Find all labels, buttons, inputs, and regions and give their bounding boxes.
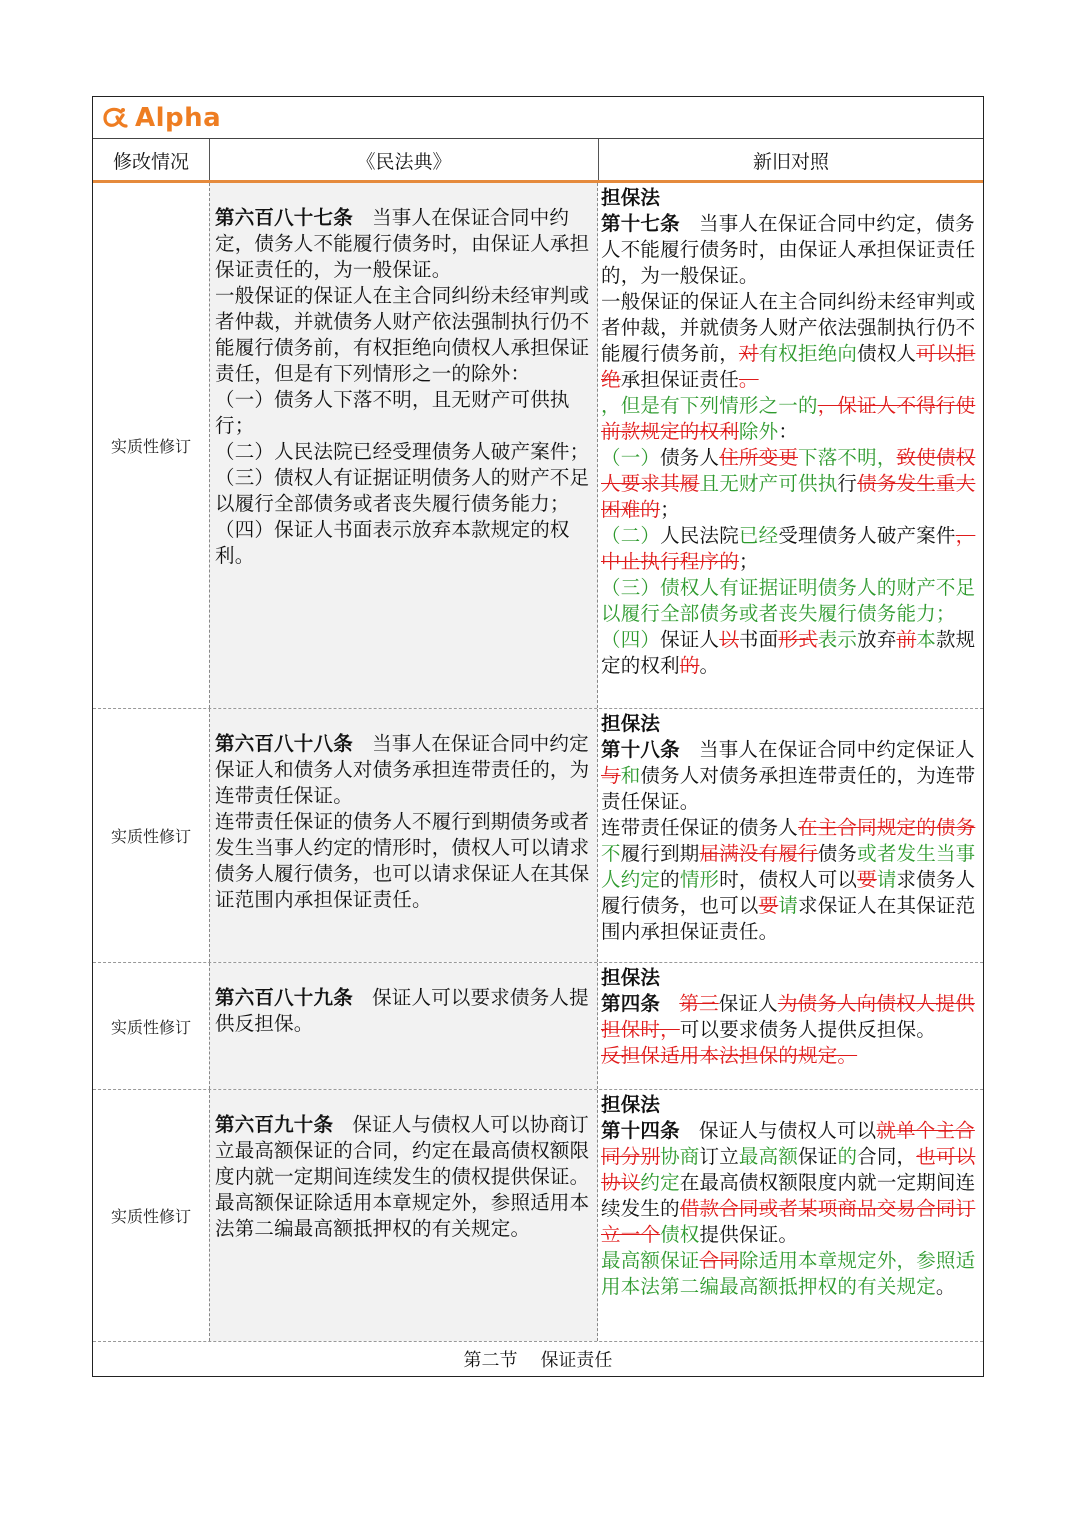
comparison-cell: [598, 709, 983, 962]
civil-code-paragraph: [215, 283, 593, 387]
unchanged-text: 保证人与债权人可以: [699, 1119, 877, 1142]
civil-code-cell: [209, 963, 598, 1089]
article-gap: [680, 738, 699, 761]
unchanged-text: 提供保证。: [699, 1223, 799, 1246]
inserted-text: 请: [876, 868, 897, 891]
deleted-text: ，保证人不得行使前款规定的权利: [601, 394, 976, 443]
old-law-name: 担保法: [601, 966, 661, 989]
deleted-text: 届满没有履行: [699, 842, 818, 865]
inserted-text: 约定: [640, 1171, 680, 1194]
deleted-text: 以: [719, 628, 739, 651]
comparison-paragraph: [601, 445, 981, 523]
comparison-paragraph: [601, 1118, 981, 1248]
unchanged-text: 承担保证责任: [620, 368, 739, 391]
revision-status: 实质性修订: [110, 1017, 191, 1037]
inserted-text: 的: [837, 1145, 858, 1168]
civil-code-paragraph: [215, 731, 593, 809]
comparison-paragraph: [601, 211, 981, 289]
unchanged-text: 债务人对债务承担连带责任的，为连带责任保证。: [601, 764, 976, 813]
comparison-paragraph: [601, 393, 981, 445]
paragraph-text: （三）债权人有证据证明债务人的财产不足以履行全部债务或者丧失履行债务能力；: [215, 466, 590, 515]
civil-code-paragraph: [215, 387, 593, 439]
civil-code-paragraph: [215, 439, 593, 465]
unchanged-text: 合同，: [857, 1145, 917, 1168]
unchanged-text: 受理债务人破产案件: [778, 524, 956, 547]
brand-bar: [93, 97, 983, 139]
unchanged-text: 履行到期: [620, 842, 700, 865]
inserted-text: 和: [620, 764, 641, 787]
article-gap: [680, 212, 699, 235]
unchanged-text: 。: [935, 1275, 956, 1298]
inserted-text: 情形: [679, 868, 720, 891]
unchanged-text: ；: [660, 498, 680, 521]
civil-code-cell: [209, 709, 598, 962]
comparison-paragraph: [601, 1248, 981, 1300]
inserted-text: （四）: [601, 628, 661, 651]
section-footer: [93, 1342, 983, 1376]
inserted-text: 请: [778, 894, 799, 917]
inserted-text: 下落不明，: [798, 446, 897, 469]
unchanged-text: 的: [660, 868, 680, 891]
old-article-number: 第四条: [601, 992, 661, 1015]
paragraph-text: 最高额保证除适用本章规定外，参照适用本法第二编最高额抵押权的有关规定。: [215, 1191, 590, 1240]
table-row: [93, 1090, 983, 1342]
article-gap: [660, 992, 679, 1015]
revision-status: 实质性修订: [110, 1207, 191, 1226]
unchanged-text: 款规定的权利: [601, 628, 976, 677]
inserted-text: 或者发生当事人约定: [601, 842, 976, 891]
deleted-text: 与: [601, 764, 621, 787]
unchanged-text: 求保证人在其保证范围内承担保证责任。: [601, 894, 976, 943]
comparison-cell: [598, 1090, 983, 1341]
deleted-text: 反担保适用本法担保的规定。: [601, 1044, 858, 1067]
unchanged-text: 放弃: [857, 628, 897, 651]
unchanged-text: 求债务人履行债务，也可以: [601, 868, 976, 917]
inserted-text: 最高额: [738, 1145, 799, 1168]
unchanged-text: 债权人: [857, 342, 917, 365]
unchanged-text: 在最高债权额限度内就一定期间连续发生的: [601, 1171, 976, 1220]
unchanged-text: 时，债权人可以: [719, 868, 858, 891]
article-number: 第六百八十八条: [215, 732, 353, 755]
unchanged-text: 人民法院: [660, 524, 739, 547]
deleted-text: 的: [679, 654, 700, 677]
unchanged-text: 可以要求债务人提供反担保。: [679, 1018, 936, 1041]
article-gap: [353, 206, 372, 229]
unchanged-text: 债务人: [660, 446, 720, 469]
civil-code-paragraph: [215, 985, 593, 1037]
header-compare: 新旧对照: [598, 139, 983, 181]
civil-code-cell: [209, 1090, 598, 1341]
paragraph-text: 一般保证的保证人在主合同纠纷未经审判或者仲裁，并就债务人财产依法强制执行仍不能履行债务前，有权拒绝向债权人承担保证责任，但是有下列情形之一的除外：: [215, 284, 590, 385]
civil-code-paragraph: [215, 1112, 593, 1190]
deleted-text: 。: [738, 368, 759, 391]
old-article-number: 第十四条: [601, 1119, 680, 1142]
paragraph-text: 保证人可以要求债务人提供反担保。: [215, 986, 589, 1035]
unchanged-text: 行: [837, 472, 858, 495]
unchanged-text: 保证: [798, 1145, 838, 1168]
paragraph-text: （二）人民法院已经受理债务人破产案件；: [215, 440, 590, 463]
comparison-paragraph: [601, 737, 981, 815]
inserted-text: 且无财产可供执: [699, 472, 838, 495]
section-title: 保证责任: [540, 1350, 613, 1371]
deleted-text: 致使债权人要求其履: [601, 446, 976, 495]
unchanged-text: 连带责任保证的债务人: [601, 816, 799, 839]
deleted-text: 合同: [699, 1249, 739, 1272]
article-gap: [353, 732, 372, 755]
deleted-text: 住所变更: [719, 446, 799, 469]
old-law-name: 担保法: [601, 712, 661, 735]
deleted-text: 前: [896, 628, 917, 651]
article-gap: [680, 1119, 699, 1142]
comparison-paragraph: [601, 289, 981, 393]
deleted-text: 就单个主合同分别: [601, 1119, 975, 1168]
inserted-text: 有权拒绝向: [758, 342, 858, 365]
unchanged-text: ；: [738, 550, 759, 573]
comparison-cell: [598, 183, 983, 708]
inserted-text: 不: [601, 842, 621, 865]
alpha-logo-icon: [101, 104, 129, 132]
deleted-text: 第三: [679, 992, 719, 1015]
deleted-text: 对: [738, 342, 759, 365]
paragraph-text: 当事人在保证合同中约定保证人和债务人对债务承担连带责任的，为连带责任保证。: [215, 732, 590, 807]
article-number: 第六百八十七条: [215, 206, 353, 229]
header-civil-code: 《民法典》: [209, 139, 598, 181]
unchanged-text: 保证人: [660, 628, 720, 651]
deleted-text: 债务发生重大困难的: [601, 472, 976, 521]
comparison-paragraph: [601, 991, 981, 1043]
old-law-name: 担保法: [601, 1093, 661, 1116]
table-row: [93, 183, 983, 709]
section-number: 第二节: [463, 1350, 518, 1371]
deleted-text: ，中止执行程序的: [601, 524, 976, 573]
inserted-text: （一）: [601, 446, 661, 469]
paragraph-text: 当事人在保证合同中约定，债务人不能履行债务时，由保证人承担保证责任的，为一般保证。: [215, 206, 590, 281]
header-status: 修改情况: [112, 150, 189, 173]
inserted-text: 债权: [660, 1223, 700, 1246]
deleted-text: 为债务人向债权人提供担保时，: [601, 992, 975, 1041]
unchanged-text: 当事人在保证合同中约定保证人: [699, 738, 975, 761]
comparison-paragraph: [601, 575, 981, 627]
table-row: [93, 963, 983, 1090]
comparison-paragraph: [601, 627, 981, 679]
revision-status: 实质性修订: [110, 827, 191, 846]
paragraph-text: 连带责任保证的债务人不履行到期债务或者发生当事人约定的情形时，债权人可以请求债务人履行债务，也可以请求保证人在其保证范围内承担保证责任。: [215, 810, 590, 911]
revision-status: 实质性修订: [110, 437, 191, 456]
deleted-text: 要: [857, 868, 877, 891]
civil-code-paragraph: [215, 205, 593, 283]
brand-name: Alpha: [135, 102, 222, 133]
article-number: 第六百八十九条: [215, 986, 353, 1009]
deleted-text: 形式: [778, 628, 818, 651]
unchanged-text: 保证人: [718, 992, 778, 1015]
deleted-text: 也可以协议: [601, 1145, 976, 1194]
civil-code-paragraph: [215, 465, 593, 517]
article-number: 第六百九十条: [215, 1113, 334, 1136]
inserted-text: 最高额保证: [601, 1249, 700, 1272]
comparison-paragraph: [601, 523, 981, 575]
unchanged-text: 债务: [817, 842, 858, 865]
unchanged-text: 订立: [699, 1145, 739, 1168]
unchanged-text: 一般保证的保证人在主合同纠纷未经审判或者仲裁，并就债务人财产依法强制执行仍不能履行债务前，: [601, 290, 976, 365]
inserted-text: 本: [916, 628, 936, 651]
deleted-text: 借款合同或者某项商品交易合同订立一个: [601, 1197, 976, 1246]
deleted-text: 可以拒绝: [601, 342, 976, 391]
civil-code-paragraph: [215, 809, 593, 913]
inserted-text: 协商: [660, 1145, 700, 1168]
old-law-name: 担保法: [601, 186, 661, 209]
paragraph-text: （四）保证人书面表示放弃本款规定的权利。: [215, 518, 570, 567]
old-article-number: 第十七条: [601, 212, 680, 235]
inserted-text: （二）: [601, 524, 661, 547]
comparison-cell: [598, 963, 983, 1089]
deleted-text: 要: [758, 894, 779, 917]
comparison-table: [92, 96, 984, 1377]
old-article-number: 第十八条: [601, 738, 680, 761]
unchanged-text: 。: [699, 654, 720, 677]
table-row: [93, 709, 983, 963]
unchanged-text: 书面: [738, 628, 779, 651]
paragraph-text: 保证人与债权人可以协商订立最高额保证的合同，约定在最高债权额限度内就一定期间连续发生的债权提供保证。: [215, 1113, 590, 1188]
comparison-paragraph: [601, 1043, 981, 1069]
civil-code-cell: [209, 183, 598, 708]
unchanged-text: 当事人在保证合同中约定，债务人不能履行债务时，由保证人承担保证责任的，为一般保证。: [601, 212, 976, 287]
article-gap: [333, 1113, 352, 1136]
inserted-text: ，但是有下列情形之一的: [601, 394, 818, 417]
inserted-text: 除外: [738, 420, 779, 443]
article-gap: [353, 986, 372, 1009]
civil-code-paragraph: [215, 517, 593, 569]
comparison-paragraph: [601, 815, 981, 945]
inserted-text: 表示: [817, 628, 858, 651]
unchanged-text: ：: [778, 420, 799, 443]
civil-code-paragraph: [215, 1190, 593, 1242]
paragraph-text: （一）债务人下落不明，且无财产可供执行；: [215, 388, 570, 437]
deleted-text: 在主合同规定的债务: [798, 816, 976, 839]
inserted-text: （三）债权人有证据证明债务人的财产不足以履行全部债务或者丧失履行债务能力；: [601, 576, 976, 625]
inserted-text: 已经: [738, 524, 779, 547]
inserted-text: 除适用本章规定外，参照适用本法第二编最高额抵押权的有关规定: [601, 1249, 976, 1298]
